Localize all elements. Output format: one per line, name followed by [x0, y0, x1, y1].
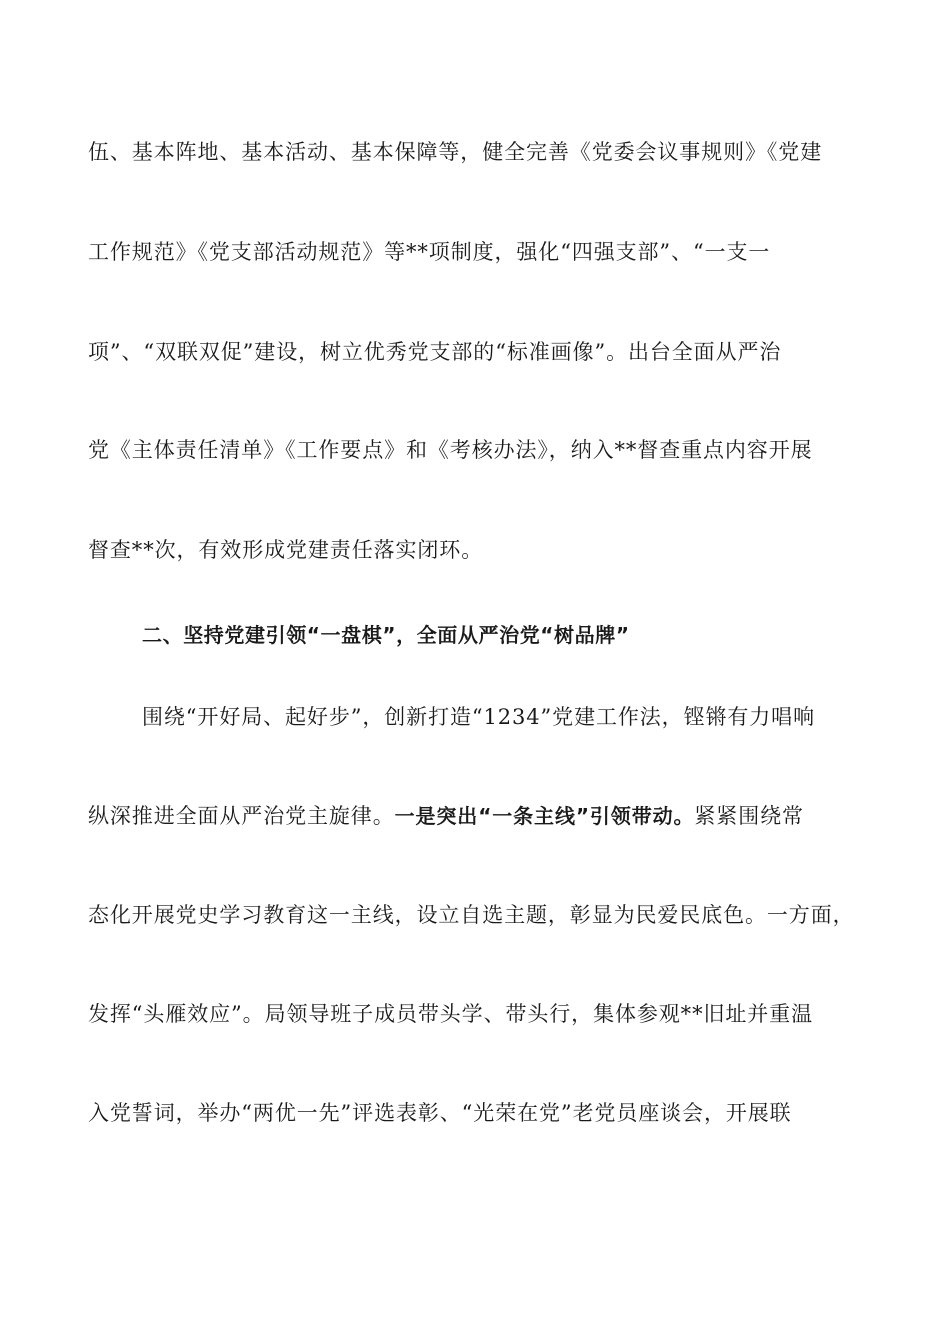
paragraph-line: 围绕“开好局、起好步”，创新打造“1234”党建工作法，铿锵有力唱响 — [142, 705, 815, 729]
paragraph-text: 纵深推进全面从严治党主旋律。 — [88, 804, 395, 828]
paragraph-line: 工作规范》《党支部活动规范》等**项制度，强化“四强支部”、“一支一 — [88, 240, 771, 264]
paragraph-line: 入党誓词，举办“两优一先”评选表彰、“光荣在党”老党员座谈会，开展联 — [88, 1101, 792, 1125]
paragraph-line: 项”、“双联双促”建设，树立优秀党支部的“标准画像”。出台全面从严治 — [88, 340, 782, 364]
paragraph-line: 发挥“头雁效应”。局领导班子成员带头学、带头行，集体参观**旧址并重温 — [88, 1002, 813, 1026]
paragraph-line-mixed — [88, 801, 878, 831]
bold-lead-phrase: 一是突出“一条主线”引领带动。 — [394, 804, 695, 828]
paragraph-line: 态化开展党史学习教育这一主线，设立自选主题，彰显为民爱民底色。一方面， — [88, 903, 855, 927]
section-heading: 二、坚持党建引领“一盘棋”，全面从严治党“树品牌” — [142, 623, 630, 647]
paragraph-line: 党《主体责任清单》《工作要点》和《考核办法》，纳入**督查重点内容开展 — [88, 438, 813, 462]
paragraph-line: 督查**次，有效形成党建责任落实闭环。 — [88, 538, 484, 562]
paragraph-text: 紧紧围绕常 — [694, 804, 804, 828]
paragraph-line: 伍、基本阵地、基本活动、基本保障等，健全完善《党委会议事规则》《党建 — [88, 140, 823, 164]
